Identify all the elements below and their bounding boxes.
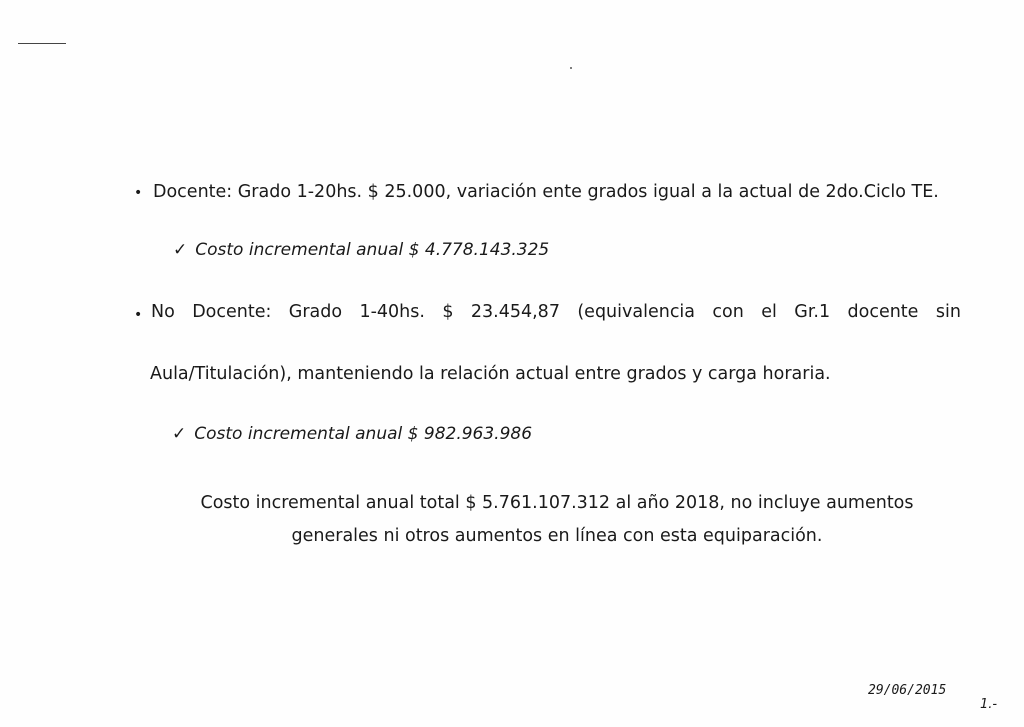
justified-word: Gr.1 <box>794 302 831 322</box>
cost-no-docente <box>172 424 532 444</box>
justified-word: con <box>712 302 744 322</box>
justified-word: $ <box>442 302 454 322</box>
scan-dot <box>570 67 572 69</box>
justified-word: (equivalencia <box>577 302 696 322</box>
scan-mark <box>18 43 66 44</box>
justified-word: 1-40hs. <box>359 302 425 322</box>
summary-line1: Costo incremental anual total $ 5.761.107.312 al año 2018, no incluye aumentos <box>200 493 914 513</box>
justified-word: docente <box>847 302 919 322</box>
justified-word: No <box>151 302 175 322</box>
checkmark-icon: ✓ <box>172 424 187 444</box>
cost-no-docente-text: Costo incremental anual $ 982.963.986 <box>194 424 533 444</box>
justified-word: Grado <box>288 302 343 322</box>
justified-word: el <box>761 302 777 322</box>
item-no-docente-line1 <box>151 302 961 322</box>
justified-word: Docente: <box>192 302 272 322</box>
cost-docente-text: Costo incremental anual $ 4.778.143.325 <box>195 240 550 260</box>
bullet-icon: • <box>134 185 143 201</box>
summary-line2: generales ni otros aumentos en línea con esta equiparación. <box>291 526 823 546</box>
justified-word: sin <box>935 302 961 322</box>
checkmark-icon: ✓ <box>173 240 188 260</box>
justified-word: 23.454,87 <box>470 302 560 322</box>
summary-block <box>120 487 994 553</box>
item-docente-text: Docente: Grado 1-20hs. $ 25.000, variación ente grados igual a la actual de 2do.Ciclo TE. <box>153 182 939 202</box>
item-no-docente-line2: Aula/Titulación), manteniendo la relación actual entre grados y carga horaria. <box>150 364 831 384</box>
page-number: 1.- <box>980 697 998 712</box>
footer-date: 29/06/2015 <box>868 683 947 698</box>
cost-docente <box>173 240 549 260</box>
bullet-icon: • <box>134 307 143 323</box>
